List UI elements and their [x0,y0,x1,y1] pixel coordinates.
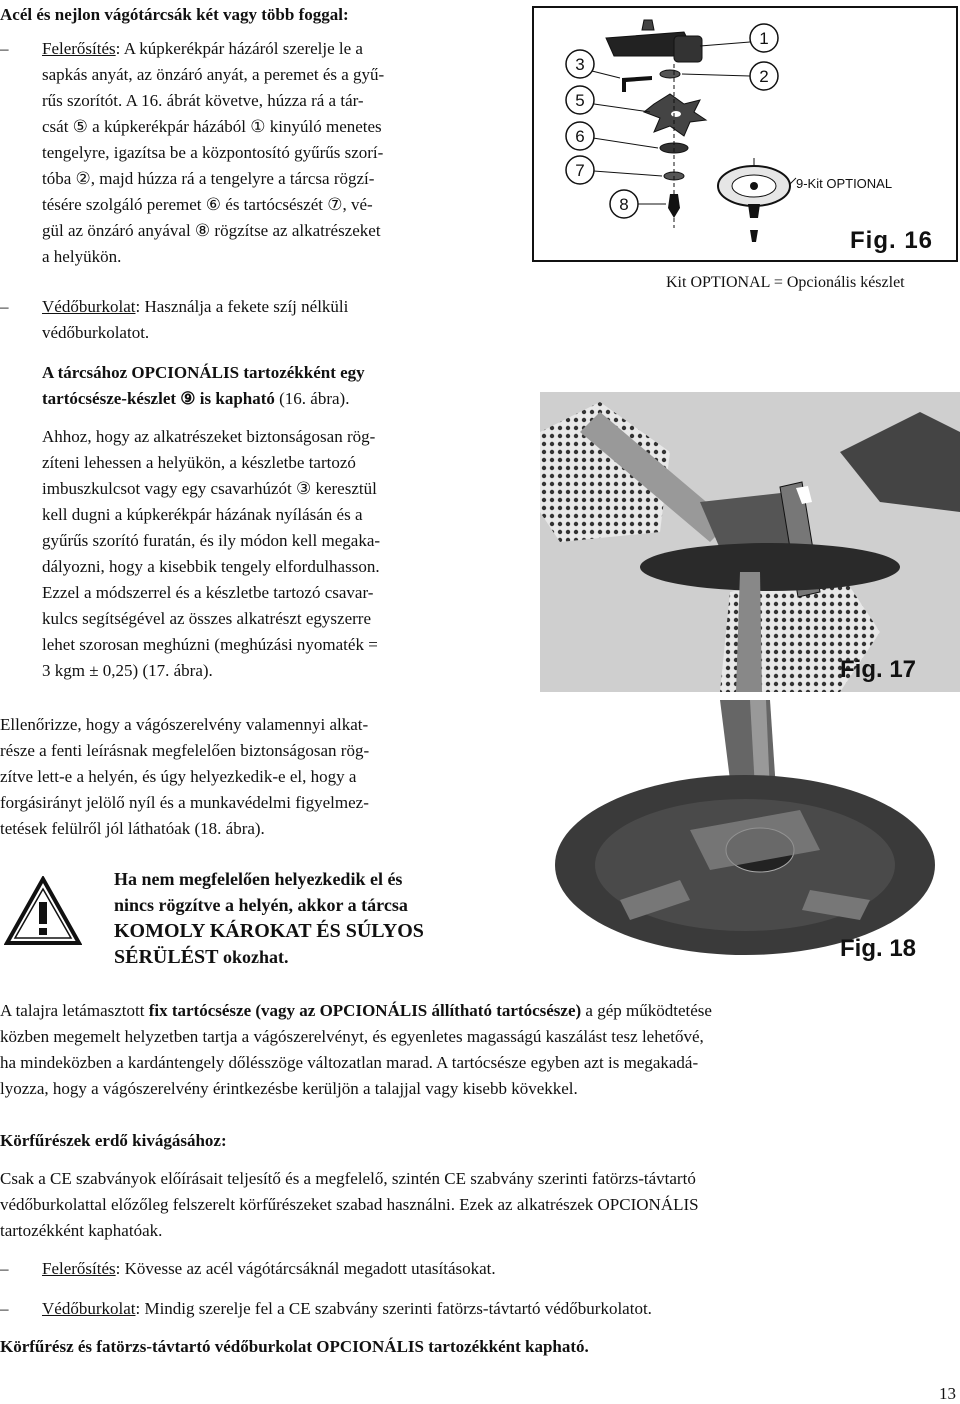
callout-5: 5 [575,91,585,110]
kit-optional-label: 9-Kit OPTIONAL [796,176,893,191]
fig16-caption: Kit OPTIONAL = Opcionális készlet [666,274,905,291]
tightening-paragraph: Ahhoz, hogy az alkatrészeket biztonságosan rög- zíteni lehessen a helyükön, a készletbe tartozó imbuszkulcsot vagy egy csavarhúzót ③ keresztül kell dugni a kúpkerékpár házának nyílásán és a gyűrűs szorító furatán, és ily módon kell megaka- dályozni, hogy a kisebbik tengely elfordulhasson. Ezzel a módszerrel és a készletbe tartozó csavar- kulcs segítségével az összes alkatrészt egyszerre lehet szorosan meghúzni (meghúzási nyomaték = 3 kgm ± 0,25) (17. ábra). [42,427,381,680]
fig17-label: Fig. 17 [840,656,917,683]
saw-bullet-mounting: – Felerősítés: Kövesse az acél vágótárcsáknál megadott utasításokat. [0,1259,496,1278]
figure-17-photo [540,392,960,692]
mounting-label: Felerősítés [42,39,116,58]
bullet-mounting: – Felerősítés: A kúpkerékpár házáról szerelje le a sapkás anyát, az önzáró anyát, a peremet és a gyű- rűs szorítót. A 16. ábrát követve, húzza rá a tár- csát ⑤ a kúpkerékpár házából ① kinyúló menetes tengelyre, igazítsa be a központosító gyűrűs szorí- tóba ②, majd húzza rá a tengelyre a tárcsa rögzí- tésére szolgáló peremet ⑥ és tartócsészét ⑦, vé- gül az önzáró anyával ⑧ rögzítse az alkatrészeket a helyükön. [0,36,520,270]
optional-note: A tárcsához OPCIONÁLIS tartozékként egy tartócsésze-készlet ⑨ is kapható (16. ábra). [42,363,365,408]
fig16-exploded-diagram [534,8,956,260]
callout-3: 3 [575,55,585,74]
callout-7: 7 [575,161,585,180]
page-number: 13 [939,1384,956,1403]
callout-6: 6 [575,127,585,146]
bullet-dash: – [0,39,9,58]
callout-1: 1 [759,29,769,48]
guard-label: Védőburkolat [42,297,136,316]
figure-18-photo [540,700,960,976]
callout-2: 2 [759,67,769,86]
warning-text: Ha nem megfelelően helyezkedik el és nincs rögzítve a helyén, akkor a tárcsa KOMOLY KÁROKAT ÉS SÚLYOS SÉRÜLÉST okozhat. [114,869,424,968]
warning-triangle-icon [4,876,82,946]
saw-final-note: Körfűrész és fatörzs-távtartó védőburkolat OPCIONÁLIS tartozékként kapható. [0,1337,589,1356]
check-paragraph: Ellenőrizze, hogy a vágószerelvény valamennyi alkat- része a fenti leírásnak megfelelően biztonságosan rög- zítve lett-e a helyén, és úgy helyezkedik-e el, hogy a forgásirányt jelölő nyíl és a munkavédelmi figyelmez- tetések felülről jól láthatóak (18. ábra). [0,715,370,838]
support-cup-paragraph: A talajra letámasztott fix tartócsésze (vagy az OPCIONÁLIS állítható tartócsésze) a gép működtetése közben megemelt helyzetben tartja a vágószerelvényt, és egyenletes magasságú kaszálást tesz lehetővé, ha mindeközben a kardántengely dőlésszöge változatlan marad. A tartócsésze egyben azt is megakadá- lyozza, hogy a vágószerelvény érintkezésbe kerüljön a talajjal vagy kisebb kövekkel. [0,1001,712,1098]
saw-bullet-guard: – Védőburkolat: Mindig szerelje fel a CE szabvány szerinti fatörzs-távtartó védőburkolatot. [0,1299,652,1318]
figure-16 [532,6,958,262]
fig16-label: Fig. 16 [850,227,934,254]
bullet-guard: – Védőburkolat: Használja a fekete szíj nélküli védőburkolatot. [0,297,349,342]
section2-title: Körfűrészek erdő kivágásához: [0,1131,227,1150]
fig18-label: Fig. 18 [840,935,917,962]
circular-saw-paragraph: Csak a CE szabványok előírásait teljesítő és a megfelelő, szintén CE szabvány szerinti fatörzs-távtartó védőburkolattal előzőleg felszerelt körfűrészeket szabad használni. Ezek az alkatrészek OPCIONÁLIS tartozékként kaphatóak. [0,1169,699,1240]
section-title: Acél és nejlon vágótárcsák két vagy több foggal: [0,5,349,24]
callout-8: 8 [619,195,629,214]
